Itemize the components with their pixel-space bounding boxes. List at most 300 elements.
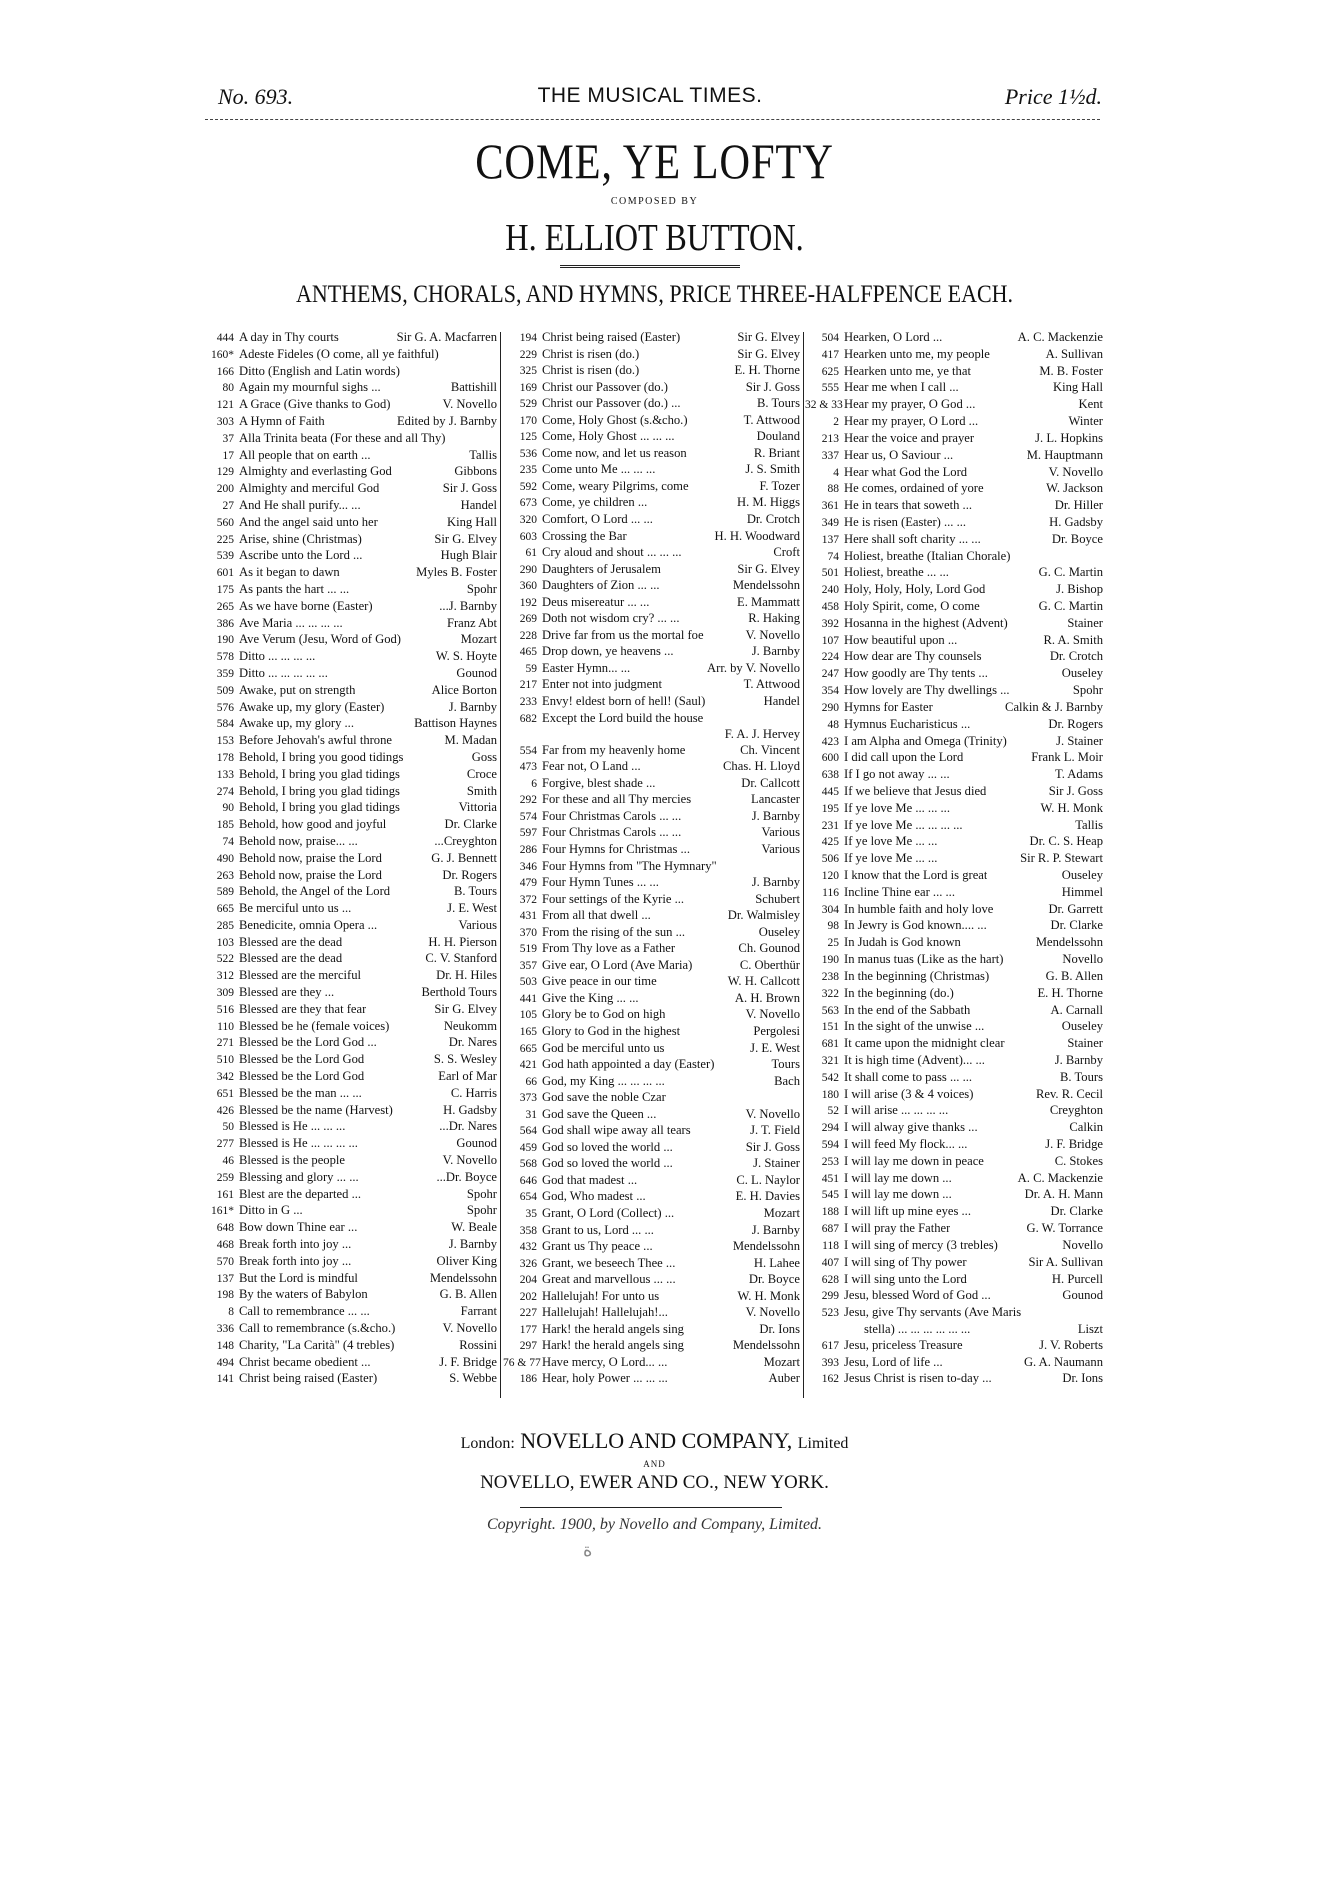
entry-number: 265 [216,600,234,613]
entry-composer: Dr. Walmisley [727,908,800,923]
entry-text [239,565,497,580]
entry-text [844,1204,1103,1219]
entry-text [844,532,1103,547]
entry-number: 88 [827,483,839,496]
entry-title: Give ear, O Lord (Ave Maria) [542,957,693,972]
entry-title: Jesu, give Thy servants (Ave Maris [844,1305,1022,1320]
entry-text [239,1153,497,1168]
entry-text [239,1338,497,1353]
entry-title: Behold, I bring you good tidings [239,749,404,764]
entry-title: A Hymn of Faith [239,413,325,428]
entry-composer: R. A. Smith [1043,632,1103,647]
entry-number: 628 [821,1273,839,1286]
entry-composer: Battishill [450,380,497,395]
entry-title: How dear are Thy counsels [844,649,982,664]
entry-title: Ditto (English and Latin words) [239,363,400,378]
entry-text [542,1338,800,1353]
entry-title: All people that on earth ... [239,447,371,462]
entry-composer: Sir J. Goss [1048,783,1103,798]
catalogue-entry [200,1119,497,1135]
entry-composer: Dr. Clarke [1050,1204,1103,1219]
entry-text [542,1272,800,1287]
entry-title: Blessed be the name (Harvest) [239,1102,393,1117]
entry-number: 445 [821,785,839,798]
entry-composer: J. S. Smith [745,462,800,477]
entry-text [239,649,497,664]
entry-text [542,1074,800,1089]
entry-text [542,479,800,494]
entry-composer: Spohr [466,1203,497,1218]
publication-title: THE MUSICAL TIMES. [537,84,763,107]
entry-composer: J. T. Field [750,1123,800,1138]
entry-number: 228 [519,629,537,642]
entry-title: Grant, O Lord (Collect) ... [542,1205,675,1220]
entry-title: In the sight of the unwise ... [844,1019,985,1034]
catalogue-entry [200,1019,497,1035]
entry-title: Alla Trinita beata (For these and all Thy) [239,430,446,445]
entry-composer: J. Barnby [751,1222,800,1237]
catalogue-entry [805,1053,1103,1069]
entry-title: Blessed is He ... ... ... [239,1119,346,1134]
entry-text [239,364,497,379]
entry-composer: Mozart [763,1354,800,1369]
catalogue-entry [805,633,1103,649]
entry-composer: Berthold Tours [421,985,497,1000]
entry-text [844,1003,1103,1018]
entry-text [844,616,1103,631]
entry-title: Ditto ... ... ... ... [239,649,316,664]
entry-composer: Handel [763,694,800,709]
entry-composer: W. Beale [451,1220,497,1235]
entry-number: 231 [821,819,839,832]
catalogue-entry [503,958,800,974]
catalogue-entry [805,683,1103,699]
entry-composer: J. E. West [750,1040,800,1055]
entry-title: Behold now, praise... ... [239,833,358,848]
entry-text [239,784,497,799]
entry-text [844,767,1103,782]
entry-composer: R. Haking [748,611,800,626]
entry-title: If ye love Me ... ... ... [844,800,950,815]
entry-composer: E. H. Davies [735,1189,800,1204]
catalogue-entry [503,1355,800,1371]
entry-text [239,1119,497,1134]
entry-number: 188 [821,1206,839,1219]
entry-composer: ...Dr. Boyce [436,1169,497,1184]
entry-text [542,1206,800,1221]
entry-text [542,1090,800,1105]
entry-number: 169 [519,381,537,394]
entry-title: Behold, I bring you glad tidings [239,766,400,781]
entry-title: Come, Holy Ghost ... ... ... [542,429,675,444]
entry-title: Give peace in our time [542,974,657,989]
entry-composer: J. Barnby [751,808,800,823]
catalogue-entry [200,431,497,447]
entry-composer: W. H. Callcott [727,974,800,989]
entry-text [239,918,497,933]
entry-number: 166 [216,365,234,378]
entry-composer: ...J. Barnby [439,598,497,613]
entry-title: Ave Maria ... ... ... ... [239,615,343,630]
entry-composer: Dr. H. Hiles [436,968,497,983]
entry-number: 441 [519,992,537,1005]
entry-title: Glory be to God on high [542,1007,666,1022]
entry-title: Awake up, my glory (Easter) [239,699,385,714]
entry-composer: Sir G. Elvey [434,531,497,546]
entry-number: 299 [821,1290,839,1303]
entry-title: It is high time (Advent)... ... [844,1052,985,1067]
entry-number: 74 [827,550,839,563]
entry-text [844,1371,1103,1386]
entry-number: 687 [821,1223,839,1236]
entry-text [239,1086,497,1101]
entry-title: He is risen (Easter) ... ... [844,514,967,529]
entry-composer: Frank L. Moir [1031,750,1103,765]
catalogue-entry [503,743,800,759]
entry-text [239,1287,497,1302]
entry-text [542,661,800,676]
entry-composer: Vittoria [458,800,497,815]
entry-text [542,413,800,428]
entry-text [844,465,1103,480]
catalogue-entry [503,1007,800,1023]
entry-text [542,694,800,709]
entry-number: 346 [519,860,537,873]
entry-composer: Spohr [466,1186,497,1201]
entry-text [542,1107,800,1122]
entry-title: Blessed are the merciful [239,968,362,983]
entry-title: A Grace (Give thanks to God) [239,397,391,412]
entry-composer: Dr. Rogers [442,867,497,882]
entry-number: 213 [821,432,839,445]
entry-number: 46 [222,1155,234,1168]
entry-number: 217 [519,679,537,692]
entry-text [542,859,800,874]
entry-text [239,834,497,849]
entry-title: Blessed be the Lord God [239,1052,365,1067]
entry-text [239,750,497,765]
entry-composer: Spohr [466,581,497,596]
entry-composer: Dr. Boyce [748,1272,800,1287]
entry-text [542,1189,800,1204]
entry-text [239,700,497,715]
entry-title: Hear, holy Power ... ... ... [542,1371,668,1386]
anthem-title: COME, YE LOFTY [475,133,834,189]
entry-number: 290 [519,563,537,576]
entry-composer: Dr. Ions [759,1321,800,1336]
entry-number: 304 [821,903,839,916]
entry-title: Come unto Me ... ... ... [542,462,656,477]
catalogue-entry [503,1338,800,1354]
catalogue-entry [200,380,497,396]
entry-text [542,1140,800,1155]
entry-composer: H. H. Pierson [428,934,497,949]
catalogue-entry [503,809,800,825]
entry-text [239,1220,497,1235]
entry-composer: W. H. Monk [737,1288,800,1303]
composed-by-label: COMPOSED BY [610,196,699,207]
catalogue-entry [503,1156,800,1172]
entry-composer: Calkin [1069,1120,1103,1135]
entry-composer: V. Novello [442,1153,497,1168]
entry-title: I will arise (3 & 4 voices) [844,1086,974,1101]
entry-number: 357 [519,959,537,972]
entry-text [239,380,497,395]
entry-number: 576 [216,701,234,714]
entry-composer: Himmel [1061,884,1103,899]
entry-number: 589 [216,886,234,899]
entry-number: 137 [821,533,839,546]
entry-number: 568 [519,1158,537,1171]
entry-number: 253 [821,1155,839,1168]
catalogue-entry [805,1288,1103,1304]
entry-number: 494 [216,1356,234,1369]
entry-text [844,969,1103,984]
header-rule [205,119,1100,120]
catalogue-heading: ANTHEMS, CHORALS, AND HYMNS, PRICE THREE-HALFPENCE EACH. [295,281,1014,308]
entry-composer: B. Tours [1060,1069,1103,1084]
catalogue-entry [503,1041,800,1057]
entry-number: 37 [222,432,234,445]
catalogue-column-1 [200,330,497,1388]
entry-number: 227 [519,1307,537,1320]
catalogue-entry [805,801,1103,817]
catalogue-entry [503,512,800,528]
entry-number: 118 [822,1239,839,1252]
entry-composer: M. Hauptmann [1026,447,1103,462]
entry-composer: Tours [771,1057,800,1072]
entry-text [844,565,1103,580]
entry-composer: S. Webbe [449,1371,497,1386]
catalogue-entry [503,628,800,644]
entry-number: 322 [821,987,839,1000]
catalogue-entry [200,1035,497,1051]
entry-number: 473 [519,761,537,774]
entry-title: From the rising of the sun ... [542,924,686,939]
entry-text [239,985,497,1000]
entry-composer: Mozart [460,632,497,647]
entry-composer: J. Barnby [448,699,497,714]
entry-number: 116 [822,886,839,899]
entry-text [239,1052,497,1067]
catalogue-entry [805,1338,1103,1354]
catalogue-entry [200,330,497,346]
entry-number: 50 [222,1121,234,1134]
entry-title: Break forth into joy ... [239,1237,352,1252]
entry-title: God hath appointed a day (Easter) [542,1057,715,1072]
entry-title: Fear not, O Land ... [542,759,641,774]
entry-number: 519 [519,943,537,956]
entry-title: Cry aloud and shout ... ... ... [542,545,682,560]
entry-composer: Gounod [1062,1288,1103,1303]
entry-composer: F. Tozer [759,478,800,493]
catalogue-entry [200,1187,497,1203]
entry-title: Grant to us, Lord ... ... [542,1222,654,1237]
entry-title: God so loved the world ... [542,1156,673,1171]
entry-title: Come, ye children ... [542,495,648,510]
catalogue-entry-continuation [503,727,800,742]
entry-number: 560 [216,516,234,529]
entry-title: Christ is risen (do.) [542,363,640,378]
entry-number: 673 [519,497,537,510]
entry-number: 107 [821,634,839,647]
catalogue-entry [200,616,497,632]
entry-number: 431 [519,910,537,923]
entry-composer: Gounod [456,1136,497,1151]
entry-composer: Dr. Ions [1062,1371,1103,1386]
entry-composer: Goss [471,749,497,764]
entry-title: Easter Hymn... ... [542,660,631,675]
price: Price 1½d. [1004,84,1102,109]
entry-composer: J. Barnby [751,875,800,890]
entry-composer: Mendelssohn [732,1338,800,1353]
entry-text [542,429,800,444]
entry-text [542,711,800,726]
catalogue-entry [503,1239,800,1255]
entry-title: Four Christmas Carols ... ... [542,808,682,823]
entry-title: Hear the voice and prayer [844,430,975,445]
entry-title: Call to remembrance ... ... [239,1304,370,1319]
entry-number: 309 [216,987,234,1000]
entry-text [239,330,497,345]
catalogue-entry [805,1371,1103,1387]
catalogue-entry [805,481,1103,497]
entry-composer: Pergolesi [753,1023,800,1038]
entry-title: Holiest, breathe ... ... [844,565,949,580]
entry-text [844,952,1103,967]
entry-composer: S. S. Wesley [433,1052,497,1067]
entry-text [239,901,497,916]
entry-text [844,448,1103,463]
catalogue-entry [200,532,497,548]
entry-composer: Rev. R. Cecil [1035,1086,1103,1101]
entry-number: 141 [216,1373,234,1386]
entry-title: Hear us, O Saviour ... [844,447,954,462]
entry-title: Come now, and let us reason [542,445,687,460]
entry-composer: Myles B. Foster [416,565,497,580]
catalogue-entry [805,784,1103,800]
entry-number: 303 [216,415,234,428]
entry-title: In the beginning (do.) [844,985,954,1000]
catalogue-entry [200,498,497,514]
entry-title: Hosanna in the highest (Advent) [844,615,1008,630]
catalogue-entry [200,515,497,531]
entry-text [239,1035,497,1050]
entry-composer: Ouseley [1061,666,1103,681]
entry-title: Christ our Passover (do.) [542,379,668,394]
entry-title: Christ is risen (do.) [542,346,640,361]
entry-title: Grant us Thy peace ... [542,1239,653,1254]
entry-text [542,727,800,742]
entry-text [844,683,1103,698]
entry-text [542,1024,800,1039]
entry-text [844,380,1103,395]
catalogue-entry [200,733,497,749]
entry-title: If ye love Me ... ... [844,834,938,849]
catalogue-entry [805,582,1103,598]
entry-text [239,448,497,463]
entry-number: 358 [519,1224,537,1237]
catalogue-entry [805,1154,1103,1170]
entry-composer: J. L. Hopkins [1035,430,1103,445]
entry-composer: Various [761,825,800,840]
entry-number: 274 [216,785,234,798]
entry-text [542,809,800,824]
entry-text [239,683,497,698]
entry-text [542,396,800,411]
entry-composer: Battison Haynes [414,716,497,731]
entry-text [844,700,1103,715]
catalogue-entry [200,1069,497,1085]
entry-text [844,1272,1103,1287]
entry-number: 4 [833,466,839,479]
entry-text [542,1239,800,1254]
catalogue-entry [805,1255,1103,1271]
catalogue-entry [200,817,497,833]
entry-text [542,941,800,956]
catalogue-entry [805,1103,1103,1119]
entry-number: 161* [211,1205,234,1218]
catalogue-entry [200,683,497,699]
catalogue-entry [200,868,497,884]
catalogue-entry [805,1355,1103,1371]
entry-number: 468 [216,1239,234,1252]
catalogue-entry [503,479,800,495]
entry-text [239,800,497,815]
entry-title: Give the King ... ... [542,990,639,1005]
entry-composer: Sir J. Goss [745,379,800,394]
entry-composer: Calkin & J. Barnby [1005,699,1103,714]
entry-title: Ave Verum (Jesu, Word of God) [239,632,401,647]
catalogue-entry [805,1019,1103,1035]
catalogue-entry [805,750,1103,766]
entry-text [542,578,800,593]
entry-text [542,512,800,527]
entry-text [844,599,1103,614]
entry-number: 165 [519,1025,537,1038]
entry-text [542,562,800,577]
entry-title: Hark! the herald angels sing [542,1321,684,1336]
catalogue-entry [805,347,1103,363]
entry-title: Ditto in G ... [239,1203,303,1218]
entry-composer: G. B. Allen [439,1287,497,1302]
entry-number: 458 [821,601,839,613]
entry-composer: Sir A. Sullivan [1028,1254,1103,1269]
catalogue-entry [805,1137,1103,1153]
entry-number: 31 [525,1108,537,1121]
entry-text [542,842,800,857]
entry-title: I will sing of Thy power [844,1254,967,1269]
entry-title: I will lay me down ... [844,1170,952,1185]
entry-text [844,1137,1103,1152]
entry-text [542,446,800,461]
entry-number: 240 [821,584,839,597]
catalogue-entry [503,545,800,561]
catalogue-entry [200,548,497,564]
entry-composer: Dr. Crotch [746,512,800,527]
entry-title: Christ being raised (Easter) [542,330,681,344]
entry-title: In the beginning (Christmas) [844,968,990,983]
catalogue-entry [200,649,497,665]
catalogue-entry [200,397,497,413]
catalogue-entry [805,1120,1103,1136]
entry-composer: Rossini [459,1337,497,1352]
catalogue-entry [805,952,1103,968]
entry-title: Blessing and glory ... ... [239,1169,359,1184]
entry-number: 542 [821,1071,839,1084]
entry-number: 510 [216,1054,234,1067]
entry-composer: V. Novello [1048,464,1103,479]
